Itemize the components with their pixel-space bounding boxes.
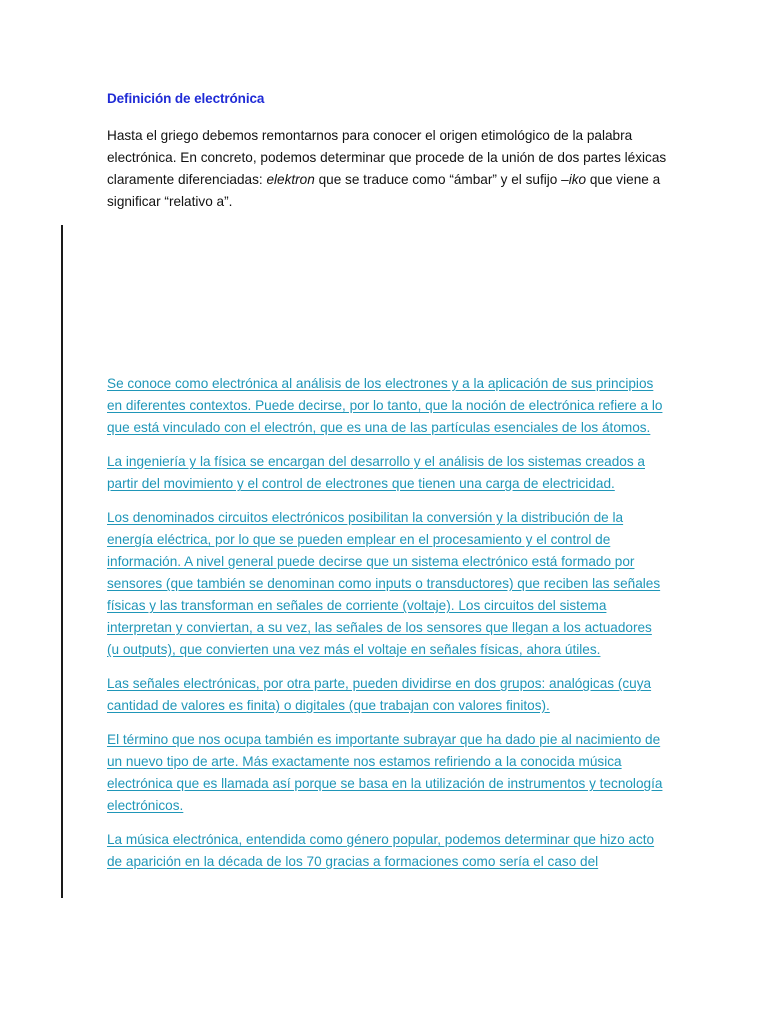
- body-paragraph-3[interactable]: Los denominados circuitos electrónicos posibilitan la conversión y la distribución de la energía eléctrica, por lo que se pueden emplear en el procesamiento y el control de información. A nivel general puede decirse que un sistema electrónico está formado por sensores (que también se denominan como inputs o transductores) que reciben las señales físicas y las transforman en señales de corriente (voltaje). Los circuitos del sistema interpretan y conviertan, a su vez, las señales de los sensores que llegan a los actuadores (u outputs), que convierten una vez más el voltaje en señales físicas, ahora útiles.: [107, 510, 661, 657]
- document-heading: Definición de electrónica: [107, 91, 265, 106]
- body-paragraph-6[interactable]: La música electrónica, entendida como género popular, podemos determinar que hizo acto de aparición en la década de los 70 gracias a formaciones como sería el caso del: [107, 832, 655, 869]
- hyperlinked-body-text: [107, 373, 667, 873]
- intro-text: [107, 125, 667, 213]
- body-paragraph-4[interactable]: Las señales electrónicas, por otra parte, pueden dividirse en dos grupos: analógicas (cuya cantidad de valores es finita) o digitales (que trabajan con valores finitos).: [107, 676, 652, 713]
- intro-text-part-2: que se traduce como “ámbar” y el sufijo –: [314, 172, 569, 187]
- intro-text-part-1: Hasta el griego debemos remontarnos para conocer el origen etimológico de la palabra electrónica. En concreto, podemos determinar que procede de la unión de dos partes léxicas claramente diferenciadas:: [107, 128, 667, 187]
- intro-text-part-3: que viene a significar “relativo a”.: [107, 172, 661, 209]
- revision-margin-bar: [61, 225, 63, 898]
- body-paragraph-1[interactable]: Se conoce como electrónica al análisis de los electrones y a la aplicación de sus principios en diferentes contextos. Puede decirse, por lo tanto, que la noción de electrónica refiere a lo que está vinculado con el electrón, que es una de las partículas esenciales de los átomos.: [107, 376, 663, 435]
- intro-paragraph: [107, 125, 667, 213]
- intro-italic-suffix-iko: iko: [568, 172, 587, 187]
- body-paragraph-2[interactable]: La ingeniería y la física se encargan del desarrollo y el análisis de los sistemas creados a partir del movimiento y el control de electrones que tienen una carga de electricidad.: [107, 454, 645, 491]
- intro-italic-term-elektron: elektron: [266, 172, 315, 187]
- body-paragraph-5[interactable]: El término que nos ocupa también es importante subrayar que ha dado pie al nacimiento de un nuevo tipo de arte. Más exactamente nos estamos refiriendo a la conocida música electrónica que es llamada así porque se basa en la utilización de instrumentos y tecnología electrónicos.: [107, 732, 663, 813]
